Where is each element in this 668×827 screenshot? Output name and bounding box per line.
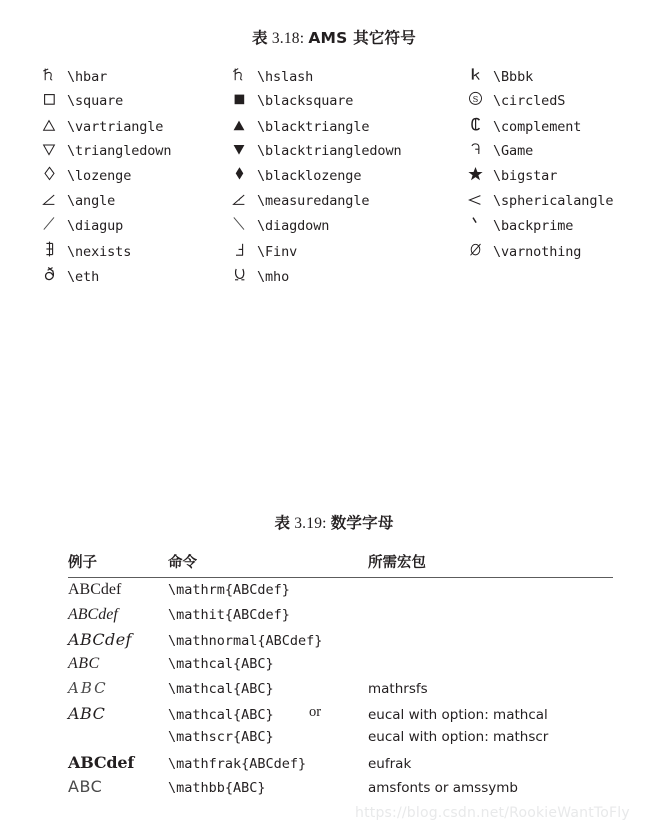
column-header-package: 所需宏包	[368, 555, 426, 571]
backprime-symbol	[457, 216, 493, 234]
hbar-symbol	[31, 66, 67, 85]
vartriangle-symbol	[31, 117, 67, 135]
math-alphabets-table	[68, 551, 613, 802]
table-318-caption-prefix: 表	[252, 29, 268, 47]
symbol-command: \hslash	[257, 69, 314, 85]
triangle-up-outline-icon	[42, 119, 56, 132]
table-row	[0, 241, 668, 266]
not-exists-icon	[43, 241, 56, 257]
symbol-command: \angle	[67, 193, 116, 209]
symbol-command: \diagup	[67, 218, 124, 234]
example-mathcal: ABC	[68, 654, 100, 672]
star-filled-icon	[468, 166, 483, 181]
column-header-command: 命令	[168, 555, 197, 571]
symbol-command: \blacktriangle	[257, 119, 370, 135]
symbol-entry-measuredangle	[221, 191, 457, 209]
symbol-command: \triangledown	[67, 143, 172, 159]
table-row	[68, 704, 613, 729]
triangle-up-filled-icon	[232, 119, 246, 132]
varnothing-symbol	[457, 242, 493, 260]
package-eucal-mathscr: eucal with option: mathscr	[368, 729, 549, 745]
symbol-command: \mho	[257, 269, 290, 285]
symbol-entry-finv	[221, 242, 457, 260]
sphericalangle-symbol	[457, 191, 493, 209]
command-mathcal-rsfs: \mathcal{ABC}	[168, 681, 274, 697]
example-mathrm: ABCdef	[68, 581, 122, 598]
hbar-icon	[42, 66, 56, 82]
package-mathrsfs: mathrsfs	[368, 681, 428, 697]
symbol-command: \square	[67, 93, 124, 109]
symbol-entry-varnothing	[457, 242, 667, 260]
mho-symbol	[221, 267, 257, 285]
diagdown-symbol	[221, 216, 257, 234]
square-icon	[43, 93, 56, 106]
table-row	[68, 679, 613, 704]
command-mathbb: \mathbb{ABC}	[168, 780, 266, 796]
example-mathrsfs: ABC	[68, 679, 108, 697]
symbol-entry-circleds	[457, 91, 667, 109]
table-row	[0, 216, 668, 241]
spherical-angle-icon	[468, 193, 482, 206]
csdn-watermark: https://blog.csdn.net/RookieWantToFly	[355, 805, 630, 821]
bbbk-icon	[469, 66, 482, 82]
symbol-command: \nexists	[67, 244, 132, 260]
symbol-entry-sphericalangle	[457, 191, 667, 209]
table-row	[0, 141, 668, 166]
command-mathrm: \mathrm{ABCdef}	[168, 582, 290, 598]
table-row	[68, 753, 613, 778]
table-318-caption-title: AMS 其它符号	[308, 29, 416, 47]
eth-symbol	[31, 266, 67, 285]
symbol-command: \lozenge	[67, 168, 132, 184]
symbol-command: \hbar	[67, 69, 108, 85]
symbol-command: \Finv	[257, 244, 298, 260]
column-header-example: 例子	[68, 555, 97, 571]
symbol-entry-backprime	[457, 216, 667, 234]
svg-text:S: S	[472, 94, 478, 104]
nexists-symbol	[31, 241, 67, 260]
symbol-command: \eth	[67, 269, 100, 285]
symbol-entry-lozenge	[0, 166, 221, 184]
symbol-command: \blacksquare	[257, 93, 354, 109]
symbol-command: \Bbbk	[493, 69, 534, 85]
table-row	[68, 728, 613, 753]
triangledown-symbol	[31, 141, 67, 159]
complement-symbol	[457, 116, 493, 135]
command-mathcal: \mathcal{ABC}	[168, 655, 274, 672]
symbol-entry-eth	[0, 266, 221, 285]
symbol-entry-square	[0, 91, 221, 109]
symbol-command: \Game	[493, 143, 534, 159]
blacklozenge-symbol	[221, 166, 257, 184]
package-eufrak: eufrak	[368, 755, 412, 772]
blacktriangledown-symbol	[221, 141, 257, 159]
diagonal-down-icon	[232, 216, 246, 231]
symbol-command: \circledS	[493, 93, 566, 109]
table-header-row	[68, 551, 613, 575]
symbol-entry-hbar	[0, 66, 221, 85]
blacksquare-symbol	[221, 91, 257, 109]
symbol-entry-mho	[221, 267, 457, 285]
example-mathnormal: ABCdef	[68, 630, 132, 649]
complement-icon	[469, 116, 482, 132]
table-row	[68, 630, 613, 655]
backprime-icon	[470, 216, 480, 231]
symbol-command: \bigstar	[493, 168, 558, 184]
blacksquare-icon	[233, 93, 246, 106]
finv-symbol	[221, 242, 257, 260]
symbol-entry-diagdown	[221, 216, 457, 234]
lozenge-outline-icon	[43, 166, 56, 181]
table-319-caption-title: 数学字母	[330, 514, 394, 532]
symbol-command: \complement	[493, 119, 582, 135]
blacktriangle-symbol	[221, 117, 257, 135]
square-symbol	[31, 91, 67, 109]
symbol-entry-diagup	[0, 216, 221, 234]
table-319-caption-number: 3.19:	[294, 515, 327, 532]
bbbk-symbol	[457, 66, 493, 85]
triangle-down-filled-icon	[232, 143, 246, 156]
hslash-symbol	[221, 66, 257, 85]
example-mathit: ABCdef	[68, 605, 118, 623]
symbol-command: \blacklozenge	[257, 168, 362, 184]
table-header-rule	[68, 577, 613, 578]
symbol-command: \sphericalangle	[493, 193, 614, 209]
symbol-entry-triangledown	[0, 141, 221, 159]
example-mathbb: ABC	[68, 777, 103, 796]
symbol-command: \vartriangle	[67, 119, 164, 135]
symbol-entry-complement	[457, 116, 667, 135]
command-mathnormal: \mathnormal{ABCdef}	[168, 633, 323, 649]
command-mathcal-eucal: \mathcal{ABC}	[168, 706, 274, 723]
table-row	[68, 777, 613, 802]
game-symbol	[457, 141, 493, 159]
triangle-down-outline-icon	[42, 143, 56, 156]
example-mathfrak: ABCdef	[68, 752, 135, 772]
circleds-symbol	[457, 91, 493, 109]
table-row	[68, 581, 613, 606]
command-mathit: \mathit{ABCdef}	[168, 606, 290, 623]
turned-f-icon	[233, 242, 246, 257]
command-mathfrak: \mathfrak{ABCdef}	[168, 755, 307, 772]
table-318-caption	[0, 26, 668, 48]
diagup-symbol	[31, 216, 67, 234]
lozenge-filled-icon	[233, 166, 246, 181]
symbol-entry-blacktriangle	[221, 117, 457, 135]
example-eucal-mathcal: ABC	[68, 703, 106, 723]
command-mathscr: \mathscr{ABC}	[168, 729, 274, 745]
table-row	[0, 166, 668, 191]
symbol-command: \measuredangle	[257, 193, 370, 209]
package-amsfonts: amsfonts or amssymb	[368, 780, 518, 796]
measured-angle-icon	[232, 193, 246, 206]
symbol-entry-blacksquare	[221, 91, 457, 109]
angle-symbol	[31, 191, 67, 209]
symbol-entry-blacklozenge	[221, 166, 457, 184]
table-row	[0, 266, 668, 291]
ams-other-symbols-table	[0, 66, 668, 291]
bigstar-symbol	[457, 166, 493, 184]
diagonal-up-icon	[42, 216, 56, 231]
table-row	[0, 66, 668, 91]
circled-s-icon	[468, 91, 483, 106]
angle-icon	[42, 193, 56, 206]
symbol-entry-hslash	[221, 66, 457, 85]
table-row	[0, 91, 668, 116]
symbol-command: \blacktriangledown	[257, 143, 402, 159]
package-eucal-mathcal: eucal with option: mathcal	[368, 706, 548, 723]
table-row	[68, 606, 613, 631]
measuredangle-symbol	[221, 191, 257, 209]
eth-icon	[43, 266, 56, 282]
table-row	[0, 116, 668, 141]
empty-set-icon	[469, 242, 482, 257]
table-319-caption	[0, 511, 668, 533]
symbol-entry-bigstar	[457, 166, 667, 184]
symbol-command: \diagdown	[257, 218, 330, 234]
symbol-entry-vartriangle	[0, 117, 221, 135]
lozenge-symbol	[31, 166, 67, 184]
table-row	[68, 655, 613, 680]
symbol-command: \varnothing	[493, 244, 582, 260]
symbol-entry-nexists	[0, 241, 221, 260]
game-turned-g-icon	[469, 141, 482, 156]
symbol-entry-bbbk	[457, 66, 667, 85]
table-319-caption-prefix: 表	[274, 514, 291, 532]
symbol-command: \backprime	[493, 218, 574, 234]
mho-icon	[233, 267, 246, 282]
symbol-entry-angle	[0, 191, 221, 209]
symbol-entry-blacktriangledown	[221, 141, 457, 159]
table-318-caption-number: 3.18:	[271, 30, 305, 47]
symbol-entry-game	[457, 141, 667, 159]
table-row	[0, 191, 668, 216]
package-or-tail: or	[309, 703, 322, 720]
hslash-icon	[232, 66, 246, 82]
